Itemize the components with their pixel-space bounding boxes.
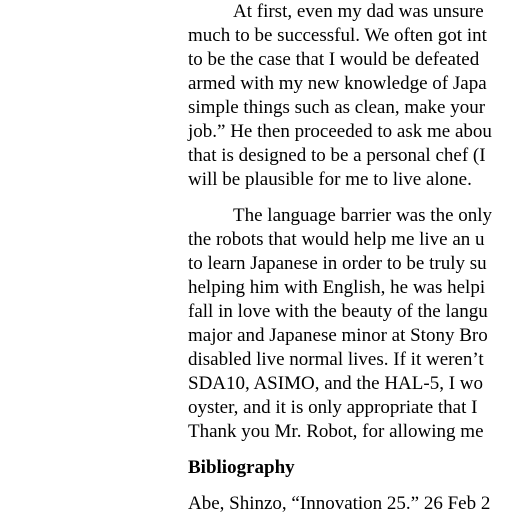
paragraph-1-line-2: much to be successful. We often got int: [188, 25, 487, 46]
paragraph-1-line-1: At first, even my dad was unsure: [233, 1, 484, 22]
paragraph-1-line-3: to be the case that I would be defeated: [188, 49, 480, 70]
paragraph-2-line-3: to learn Japanese in order to be truly su: [188, 253, 487, 274]
paragraph-2-line-10: Thank you Mr. Robot, for allowing me: [188, 421, 484, 442]
bibliography-entry: Abe, Shinzo, “Innovation 25.” 26 Feb 2: [188, 493, 491, 512]
paragraph-1-line-7: that is designed to be a personal chef (I: [188, 145, 486, 166]
paragraph-2-line-8: SDA10, ASIMO, and the HAL-5, I wo: [188, 373, 484, 394]
paragraph-1-line-8: will be plausible for me to live alone.: [188, 169, 472, 190]
paragraph-2-line-1: The language barrier was the only: [233, 205, 493, 226]
paragraph-2-line-2: the robots that would help me live an u: [188, 229, 485, 250]
paragraph-1-line-5: simple things such as clean, make your: [188, 97, 486, 118]
paragraph-2-line-5: fall in love with the beauty of the langu: [188, 301, 488, 322]
paragraph-2-line-6: major and Japanese minor at Stony Bro: [188, 325, 488, 346]
paragraph-2-line-9: oyster, and it is only appropriate that I: [188, 397, 478, 418]
paragraph-1-line-6: job.” He then proceeded to ask me abou: [188, 121, 492, 142]
paragraph-1-line-4: armed with my new knowledge of Japa: [188, 73, 487, 94]
paragraph-2-line-7: disabled live normal lives. If it weren’t: [188, 349, 484, 370]
paragraph-2-line-4: helping him with English, he was helpi: [188, 277, 486, 298]
bibliography-heading: Bibliography: [188, 457, 295, 478]
